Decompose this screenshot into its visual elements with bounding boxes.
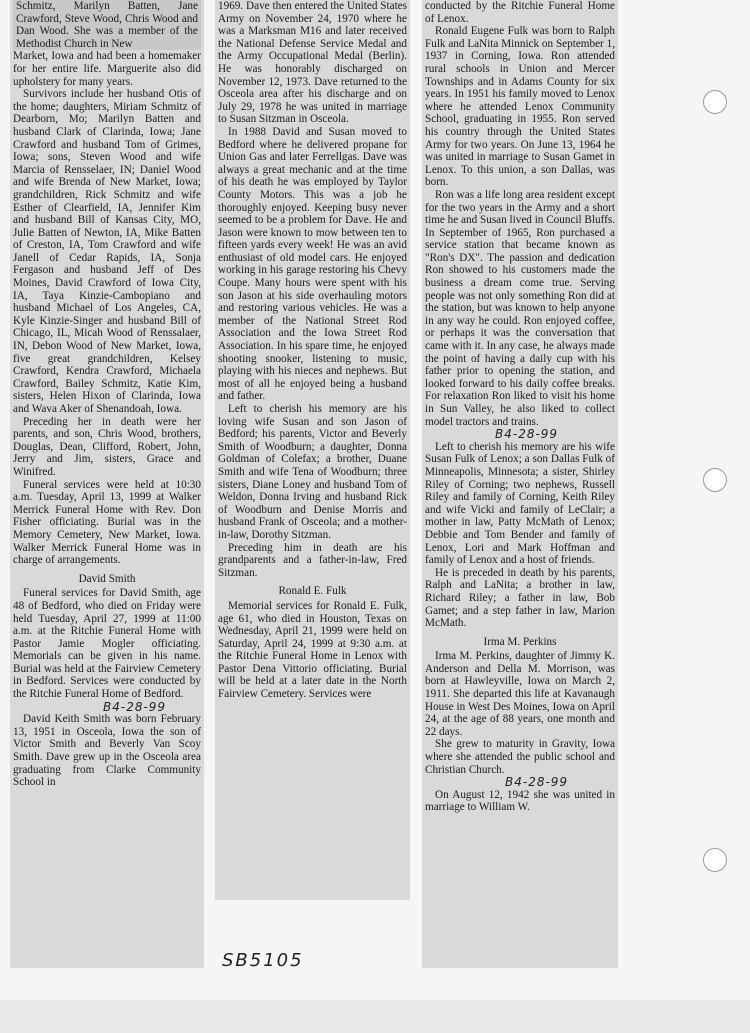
binder-hole (703, 468, 727, 492)
obituary-heading-ronald-fulk: Ronald E. Fulk (278, 585, 347, 598)
obituary-column-2 (215, 0, 410, 900)
col2-para-5: Memorial services for Ronald E. Fulk, age 61, who died in Houston, Texas on Wednesday, April 21, 1999 were held on Saturday, April 24, 1999 at 9:30 a.m. at the Ritchie Funeral Home in Lenox with Pastor Dena Vittorio officiating. Burial will be held at a later date in the North Fairview Cemetery. Services were (218, 599, 407, 701)
col1-para-1: Market, Iowa and had been a homemaker for her entire life. Marguerite also did upholstery for many years. (13, 50, 201, 88)
col3-para-5: He is preceded in death by his parents, Ralph and LaNita; a brother in law, Richard Riley; a father in law, Bob Gamet; and a step father in law, Marion McMath. (425, 566, 615, 630)
col1-para-4: Funeral services were held at 10:30 a.m. Tuesday, April 13, 1999 at Walker Merrick Funeral Home with Rev. Don Fisher officiating. Burial was in the Memory Cemetery, New Market, Iowa. Walker Merrick Funeral Home was in charge of arrangements. (13, 478, 201, 567)
col3-para-4: Left to cherish his memory are his wife Susan Fulk of Lenox; a son Dallas Fulk of Minneapolis, Minnesota; a sister, Shirley Riley of Corning; two nephews, Russell Riley and family of Corning, Keith Riley and wife Vicki and family of LeClair; a mother in law, Patty McMath of Lenox; Debbie and Tom Bender and family of Lenox, Lori and Mark Hoffman and family of Lenox and a host of friends. (425, 440, 615, 567)
col2-para-1: 1969. Dave then entered the United States Army on November 24, 1970 where he was a Marksman M16 and later received the National Defense Service Medal and the Army Occupational Medal (Berlin). He was honorably discharged on November 12, 1973. Dave returned to the Osceola area after his discharge and on July 29, 1978 he was united in marriage to Susan Sitzman in Osceola. (218, 0, 407, 126)
binder-hole (703, 848, 727, 872)
col2-para-3: Left to cherish his memory are his loving wife Susan and son Jason of Bedford; his parents, Victor and Beverly Smith of Woodburn; a daughter, Donna Goldman of Colefax; a brother, Duane Smith and wife Tena of Woodburn; three sisters, Diane Loney and husband Tom of Weldon, Donna Irving and husband Rick of Woodburn and Denise Morris and husband Frank of Osceola; and a mother-in-law, Dorothy Sitzman. (218, 403, 407, 541)
col2-para-2: In 1988 David and Susan moved to Bedford where he delivered propane for Union Gas and later Ferrellgas. Dave was always a great mechanic and at the time of his death he was employed by Taylor County Motors. This was a job he thoroughly enjoyed. Keeping busy never seemed to be a problem for Dave. He and Jason were known to mow between ten to fifteen yards every week! He was an avid enthusiast of old model cars. He enjoyed working in his garage restoring his Chevy Coupe. Many hours were spent with his son Jason at his side overhauling motors and restoring various vehicles. He was a member of the National Street Rod Association and the Iowa Street Rod Association. In his spare time, he enjoyed shooting snooker, listening to music, playing with his nieces and nephews. But most of all he enjoyed being a husband and father. (218, 125, 407, 403)
col3-para-3: Ron was a life long area resident except for the two years in the Army and a short time he and Susan lived in Council Bluffs. In September of 1965, Ron purchased a service station that became known as "Ron's DX". The passion and dedication Ron showed to his customers made the business a dream come true. Serving people was not only something Ron did at the station, but was known to help anyone in any way he could. Ron enjoyed coffee, or perhaps it was the conversation that came with it. In any case, he always made the point of having a daily cup with his father prior to opening the station, and looked forward to his daily coffee breaks. For relaxation Ron liked to visit his home in Sun Valley, he also liked to collect model tractors and trains. (425, 188, 615, 428)
obituary-heading-david-smith: David Smith (78, 572, 136, 585)
col3-para-6: Irma M. Perkins, daughter of Jimmy K. Anderson and Della M. Morrison, was born at Hawleyville, Iowa on March 2, 1911. She departed this life at Kavanaugh House in West Des Moines, Iowa on April 24, at the age of 88 years, one month and 22 days. (425, 650, 615, 738)
col3-para-8: On August 12, 1942 she was united in marriage to William W. (425, 788, 615, 814)
scan-bottom-edge (0, 1000, 750, 1033)
handwritten-date-note: B4-28-99 (103, 699, 167, 714)
col1-para-5: Funeral services for David Smith, age 48 of Bedford, who died on Friday were held Tuesday, April 27, 1999 at 11:00 a.m. at the Ritchie Funeral Home with Pastor Jamie Mogler officiating. Memorials can be given in his name. Burial was held at the Fairview Cemetery in Bedford. Services were conducted by the Ritchie Funeral Home of Bedford. (13, 587, 201, 701)
col1-para-3: Preceding her in death were her parents, and son, Chris Wood, brothers, Douglas, Dean, Clifford, Robert, John, Jerry and Jim, sisters, Grace and Winifred. (13, 415, 201, 478)
col2-para-4: Preceding him in death are his grandparents and a father-in-law, Fred Sitzman. (218, 541, 407, 579)
col3-para-2: Ronald Eugene Fulk was born to Ralph Fulk and LaNita Minnick on September 1, 1937 in Corning, Iowa. Ron attended rural schools in Union and Mercer Townships and in Adams County for six years. In 1951 his family moved to Lenox where he attended Lenox Community School, graduating in 1955. Ron served his country through the United States Army for two years. On June 13, 1964 he was united in marriage to Susan Gamet in Lenox. To this union, a son Dallas, was born. (425, 25, 615, 189)
obituary-heading-irma-perkins: Irma M. Perkins (483, 635, 557, 648)
binder-hole (703, 90, 727, 114)
col1-para-6: David Keith Smith was born February 13, 1951 in Osceola, Iowa the son of Victor Smith and Beverly Van Scoy Smith. Dave grew up in the Osceola area graduating from Clarke Community School in (13, 713, 201, 789)
column-1-top-fragment: Schmitz, Marilyn Batten, Jane Crawford, Steve Wood, Chris Wood and Dan Wood. She was a member of the Methodist Church in New (13, 0, 201, 50)
obituary-column-3 (422, 0, 618, 968)
handwritten-date-note: B4-28-99 (495, 427, 559, 442)
col3-para-1: conducted by the Ritchie Funeral Home of Lenox. (425, 0, 615, 25)
obituary-column-1 (10, 0, 204, 968)
handwritten-date-note: B4-28-99 (505, 775, 569, 790)
handwritten-margin-note: SB5105 (222, 950, 304, 971)
col1-para-2: Survivors include her husband Otis of the home; daughters, Miriam Schmitz of Dearborn, Mo; Marilyn Batten and husband Clark of Clarinda, Iowa; Jane Crawford and husband Tom of Grimes, Iowa; sons, Steven Wood and wife Marcia of Rensselaer, IN; Daniel Wood and wife Brenda of New Market, Iowa; grandchildren, Rick Schmitz and wife Esther of Clearfield, IA, Jennifer Kim and husband Bill of Kansas City, MO, Julie Batten of Newton, IA, Mike Batten of Creston, IA, Tom Crawford and wife Janell of Cedar Rapids, IA, Sonja Fergason and husband Jeff of Des Moines, David Crawford of Iowa City, IA, Taya Kinzie-Cambopiano and husband Michael of Los Angeles, CA, Kyle Kinzie-Singer and husband Bill of Chicago, IL, Micah Wood of Renssalaer, IN, Debon Wood of New Market, Iowa, five great grandchildren, Kelsey Crawford, Kendra Crawford, Michaela Crawford, Bailey Schmitz, Katie Kim, sisters, Helen Hixon of Clarinda, Iowa and Wava Aker of Shenandoah, Iowa. (13, 88, 201, 415)
col3-para-7: She grew to maturity in Gravity, Iowa where she attended the public school and Christian Church. (425, 738, 615, 776)
